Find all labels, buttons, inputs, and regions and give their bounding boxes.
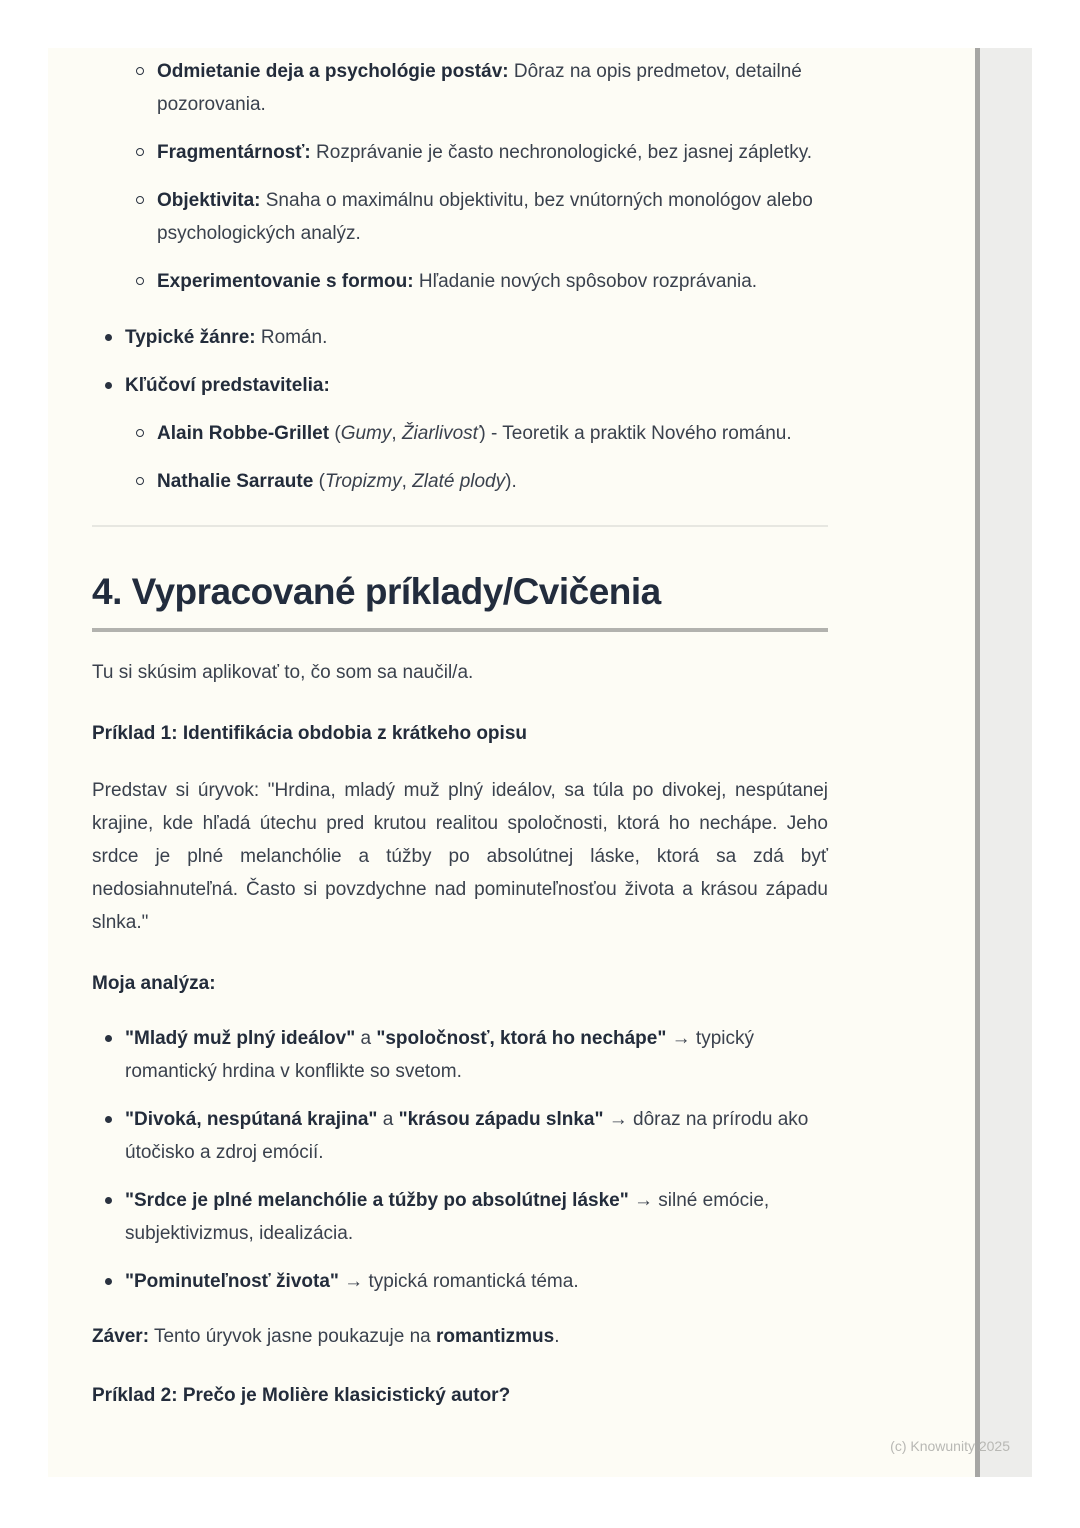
list-item-text: "Mladý muž plný ideálov" a "spoločnosť, ktorá ho nechápe" → typický romantický hrdina v konflikte so svetom. (125, 1028, 754, 1082)
page-content (48, 48, 975, 1477)
list-item (92, 1184, 828, 1250)
list-item (92, 1265, 828, 1298)
bullet-dot-icon (105, 1035, 112, 1042)
excerpt-paragraph: Predstav si úryvok: "Hrdina, mladý muž plný ideálov, sa túla po divokej, nespútanej krajine, kde hľadá útechu pred krutou realitou spoločnosti, ktorá ho nechápe. Jeho srdce je plné melanchólie a túžby po absolútnej láske, ktorá sa zdá byť nedosiahnuteľná. Často si povzdychne nad pominuteľnosťou života a krásou západu slnka." (92, 780, 828, 933)
list-item-text: Typické žánre: Román. (125, 327, 328, 348)
heading-rule (92, 628, 828, 632)
list-item (92, 184, 828, 250)
intro-paragraph: Tu si skúsim aplikovať to, čo som sa naučil/a. (92, 662, 474, 683)
list-item-text: Nathalie Sarraute (Tropizmy, Zlaté plody). (157, 471, 517, 492)
bullet-dot-icon (105, 334, 112, 341)
section-divider (92, 525, 828, 527)
list-item (92, 55, 828, 121)
list-item-text: Objektivita: Snaha o maximálnu objektivitu, bez vnútorných monológov alebo psychologických analýz. (157, 190, 813, 244)
novel-features-sublist (92, 55, 828, 298)
list-item (92, 136, 828, 169)
list-item-text: Alain Robbe-Grillet (Gumy, Žiarlivosť) - Teoretik a praktik Nového románu. (157, 423, 792, 444)
list-item-text: "Divoká, nespútaná krajina" a "krásou západu slnka" → dôraz na prírodu ako útočisko a zdroj emócií. (125, 1109, 809, 1163)
bullet-circle-icon (136, 429, 144, 437)
representatives-sublist (92, 417, 828, 498)
analysis-title: Moja analýza: (92, 973, 216, 994)
bullet-circle-icon (136, 67, 144, 75)
list-item (92, 265, 828, 298)
document-page (48, 48, 1032, 1477)
section-heading: 4. Vypracované príklady/Cvičenia (92, 571, 661, 612)
list-item (92, 465, 828, 498)
list-item (92, 321, 828, 354)
scrollbar-track[interactable] (980, 48, 1032, 1477)
list-item-text: Experimentovanie s formou: Hľadanie nových spôsobov rozprávania. (157, 271, 758, 292)
watermark: (c) Knowunity 2025 (890, 1438, 1010, 1454)
key-points-list (92, 321, 828, 402)
bullet-dot-icon (105, 1278, 112, 1285)
bullet-circle-icon (136, 148, 144, 156)
list-item (92, 417, 828, 450)
list-item-text: "Pominuteľnosť života" → typická romantická téma. (125, 1271, 579, 1292)
list-item-text: Odmietanie deja a psychológie postáv: Dôraz na opis predmetov, detailné pozorovania. (157, 61, 802, 115)
analysis-list (92, 1022, 828, 1298)
list-item (92, 1103, 828, 1169)
conclusion-paragraph: Záver: Tento úryvok jasne poukazuje na romantizmus. (92, 1326, 560, 1347)
example2-title: Príklad 2: Prečo je Molière klasicistický autor? (92, 1385, 511, 1406)
list-item-text: "Srdce je plné melanchólie a túžby po absolútnej láske" → silné emócie, subjektivizmus, idealizácia. (125, 1190, 770, 1244)
list-item-text: Fragmentárnosť: Rozprávanie je často nechronologické, bez jasnej zápletky. (157, 142, 813, 163)
bullet-dot-icon (105, 1197, 112, 1204)
bullet-dot-icon (105, 382, 112, 389)
bullet-circle-icon (136, 196, 144, 204)
bullet-circle-icon (136, 477, 144, 485)
example1-title: Príklad 1: Identifikácia obdobia z krátkeho opisu (92, 723, 527, 744)
list-item-text: Kľúčoví predstavitelia: (125, 375, 330, 396)
bullet-circle-icon (136, 277, 144, 285)
list-item (92, 369, 828, 402)
bullet-dot-icon (105, 1116, 112, 1123)
list-item (92, 1022, 828, 1088)
